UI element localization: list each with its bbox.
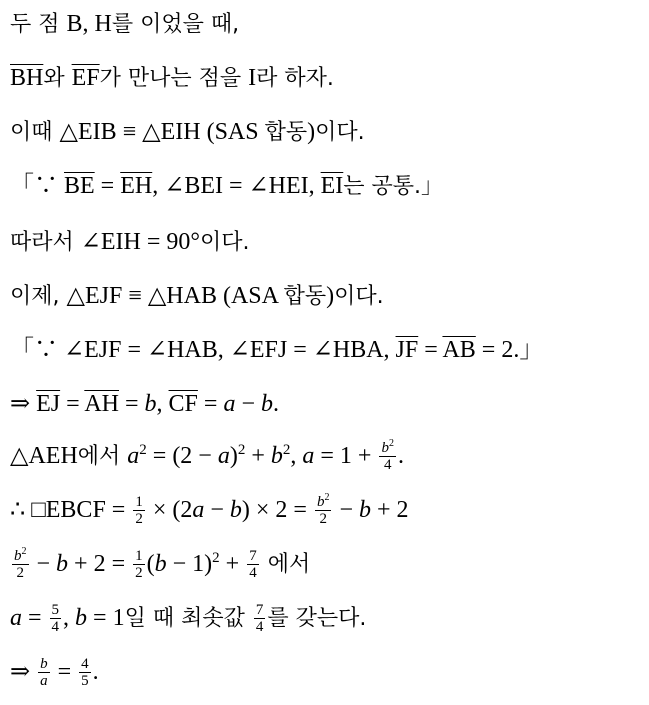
congruence-statement: △EJF ≡ △HAB (ASA (66, 283, 284, 309)
text: 이제, (10, 284, 67, 309)
text: 일 때 최솟값 (124, 606, 252, 631)
text: 에서 (260, 552, 311, 577)
denominator: a (40, 673, 48, 689)
text: 두 점 (10, 12, 67, 37)
line-4 (10, 170, 643, 202)
angle-equality: , ∠BEI = ∠HEI, (152, 173, 321, 199)
var-b: b (14, 548, 22, 564)
numerator: 7 (249, 548, 257, 564)
denominator: 2 (135, 511, 143, 527)
var-b: b (359, 497, 372, 523)
numerator: 4 (81, 656, 89, 672)
var-b: b (381, 440, 389, 456)
var-a: a (217, 443, 230, 469)
line-5 (10, 226, 643, 258)
segment-ej: $\overline{EJ}$ (36, 391, 61, 417)
denominator: 2 (319, 511, 327, 527)
exponent: 2 (237, 442, 246, 458)
segment-ei: $\overline{EI}$ (320, 173, 344, 199)
var-a: a (223, 391, 236, 417)
exponent: 2 (282, 442, 291, 458)
text: + 2 (371, 497, 409, 523)
text: 합동 (283, 284, 327, 309)
segment-be: $\overline{BE}$ (64, 173, 95, 199)
equals: = (51, 659, 78, 685)
segment-eh: $\overline{EH}$ (120, 173, 153, 199)
text: ( (146, 551, 155, 577)
text: 라 하자. (256, 66, 334, 91)
numerator: b (40, 656, 48, 672)
text: 이다. (334, 284, 384, 309)
minus: − (204, 497, 230, 523)
var-b: b (154, 551, 167, 577)
minus: − (333, 497, 360, 523)
numerator: 1 (135, 494, 143, 510)
segment-ah: $\overline{AH}$ (84, 391, 119, 417)
equals: = (197, 391, 224, 417)
segment-jf: $\overline{JF}$ (395, 337, 419, 363)
equals: = (22, 605, 48, 631)
minus: − (235, 391, 261, 417)
text: 와 (43, 66, 72, 91)
var-b: b (56, 551, 69, 577)
area-statement: ∴ □EBCF = (10, 497, 132, 523)
exponent: 2 (388, 438, 394, 449)
var-b: b (261, 391, 273, 417)
fraction-b2-over-4 (379, 440, 396, 473)
var-b: b (75, 605, 88, 631)
text: , (156, 391, 169, 417)
text: 를 이었을 때, (111, 12, 240, 37)
minus: − (30, 551, 57, 577)
text: 합동 (264, 120, 308, 145)
text: 이다. (315, 120, 365, 145)
text: , (290, 443, 303, 469)
exponent: 2 (139, 442, 147, 458)
denominator: 4 (383, 457, 392, 473)
denominator: 2 (135, 565, 143, 581)
fraction-b2-over-2 (315, 494, 332, 527)
text: . (273, 391, 279, 417)
text: ) (307, 119, 316, 145)
text: 에서 (77, 444, 128, 469)
text: + 2 = (68, 551, 132, 577)
text: , (63, 605, 76, 631)
text: × (2 (146, 497, 193, 523)
denominator: 5 (81, 673, 89, 689)
triangle-aeh: △AEH (10, 443, 78, 469)
text: . (92, 659, 99, 685)
text: − 1) (166, 551, 213, 577)
var-b: b (229, 497, 242, 523)
var-b: b (144, 391, 157, 417)
var-a: a (192, 497, 205, 523)
equals: = (119, 391, 145, 417)
segment-cf: $\overline{CF}$ (168, 391, 198, 417)
var-a: a (127, 443, 140, 469)
segment-ef: $\overline{EF}$ (71, 65, 100, 91)
text: ) (326, 283, 335, 309)
line-8 (10, 388, 643, 419)
plus: + (245, 443, 271, 469)
segment-ab: $\overline{AB}$ (442, 337, 476, 363)
text: = 1 + (314, 443, 378, 469)
fraction-four-fifths (79, 656, 91, 689)
text: ) × 2 = (241, 497, 313, 523)
text: = (2 − (146, 443, 218, 469)
denominator: 4 (51, 619, 60, 635)
fraction-seven-quarters (247, 548, 259, 581)
line-2 (10, 62, 643, 94)
because-bracket: 「∵ (10, 173, 64, 199)
numerator: 7 (255, 602, 264, 618)
text: = 1 (87, 605, 125, 631)
text: 가 만나는 점을 (99, 66, 249, 91)
equals: = (94, 173, 121, 199)
text: 는 공통.」 (343, 174, 444, 199)
line-11 (10, 548, 643, 581)
numerator: 1 (135, 548, 143, 564)
fraction-b2-over-2 (12, 548, 29, 581)
equals: = (60, 391, 85, 417)
fraction-five-quarters (50, 602, 62, 635)
fraction-one-half (133, 548, 145, 581)
fraction-seven-quarters (254, 602, 266, 635)
equals: = (418, 337, 443, 363)
line-10 (10, 494, 643, 527)
exponent: 2 (324, 492, 330, 503)
exponent: 2 (21, 546, 27, 557)
line-13 (10, 656, 643, 689)
line-6 (10, 280, 643, 312)
denominator: 2 (16, 565, 24, 581)
fraction-b-over-a (38, 656, 50, 689)
text: ) (229, 443, 238, 469)
line-1 (10, 8, 643, 40)
denominator: 4 (255, 619, 264, 635)
numerator: 5 (51, 602, 60, 618)
text: . (397, 443, 404, 469)
angle-equality: 「∵ ∠EJF = ∠HAB, ∠EFJ = ∠HBA, (10, 337, 396, 363)
text: 를 갖는다. (267, 606, 367, 631)
fraction-one-half (133, 494, 145, 527)
var-a: a (10, 605, 22, 631)
congruence-statement: △EIB ≡ △EIH (SAS (59, 119, 265, 145)
line-9 (10, 440, 643, 473)
text: 따라서 (10, 230, 81, 255)
text: = 2.」 (475, 337, 544, 363)
line-7 (10, 334, 643, 365)
text: 이때 (10, 120, 60, 145)
denominator: 4 (249, 565, 257, 581)
angle-statement: ∠EIH = 90° (80, 229, 200, 255)
text: 이다. (199, 230, 250, 255)
implies-arrow: ⇒ (10, 391, 37, 417)
points-label: B, H (66, 11, 112, 37)
var-b: b (316, 494, 325, 510)
line-3 (10, 116, 643, 148)
implies-arrow: ⇒ (10, 659, 37, 685)
var-a: a (302, 443, 315, 469)
plus: + (219, 551, 246, 577)
segment-bh: $\overline{BH}$ (10, 65, 44, 91)
var-b: b (270, 443, 283, 469)
point-i: I (248, 65, 257, 91)
line-12 (10, 602, 643, 635)
exponent: 2 (212, 550, 220, 566)
